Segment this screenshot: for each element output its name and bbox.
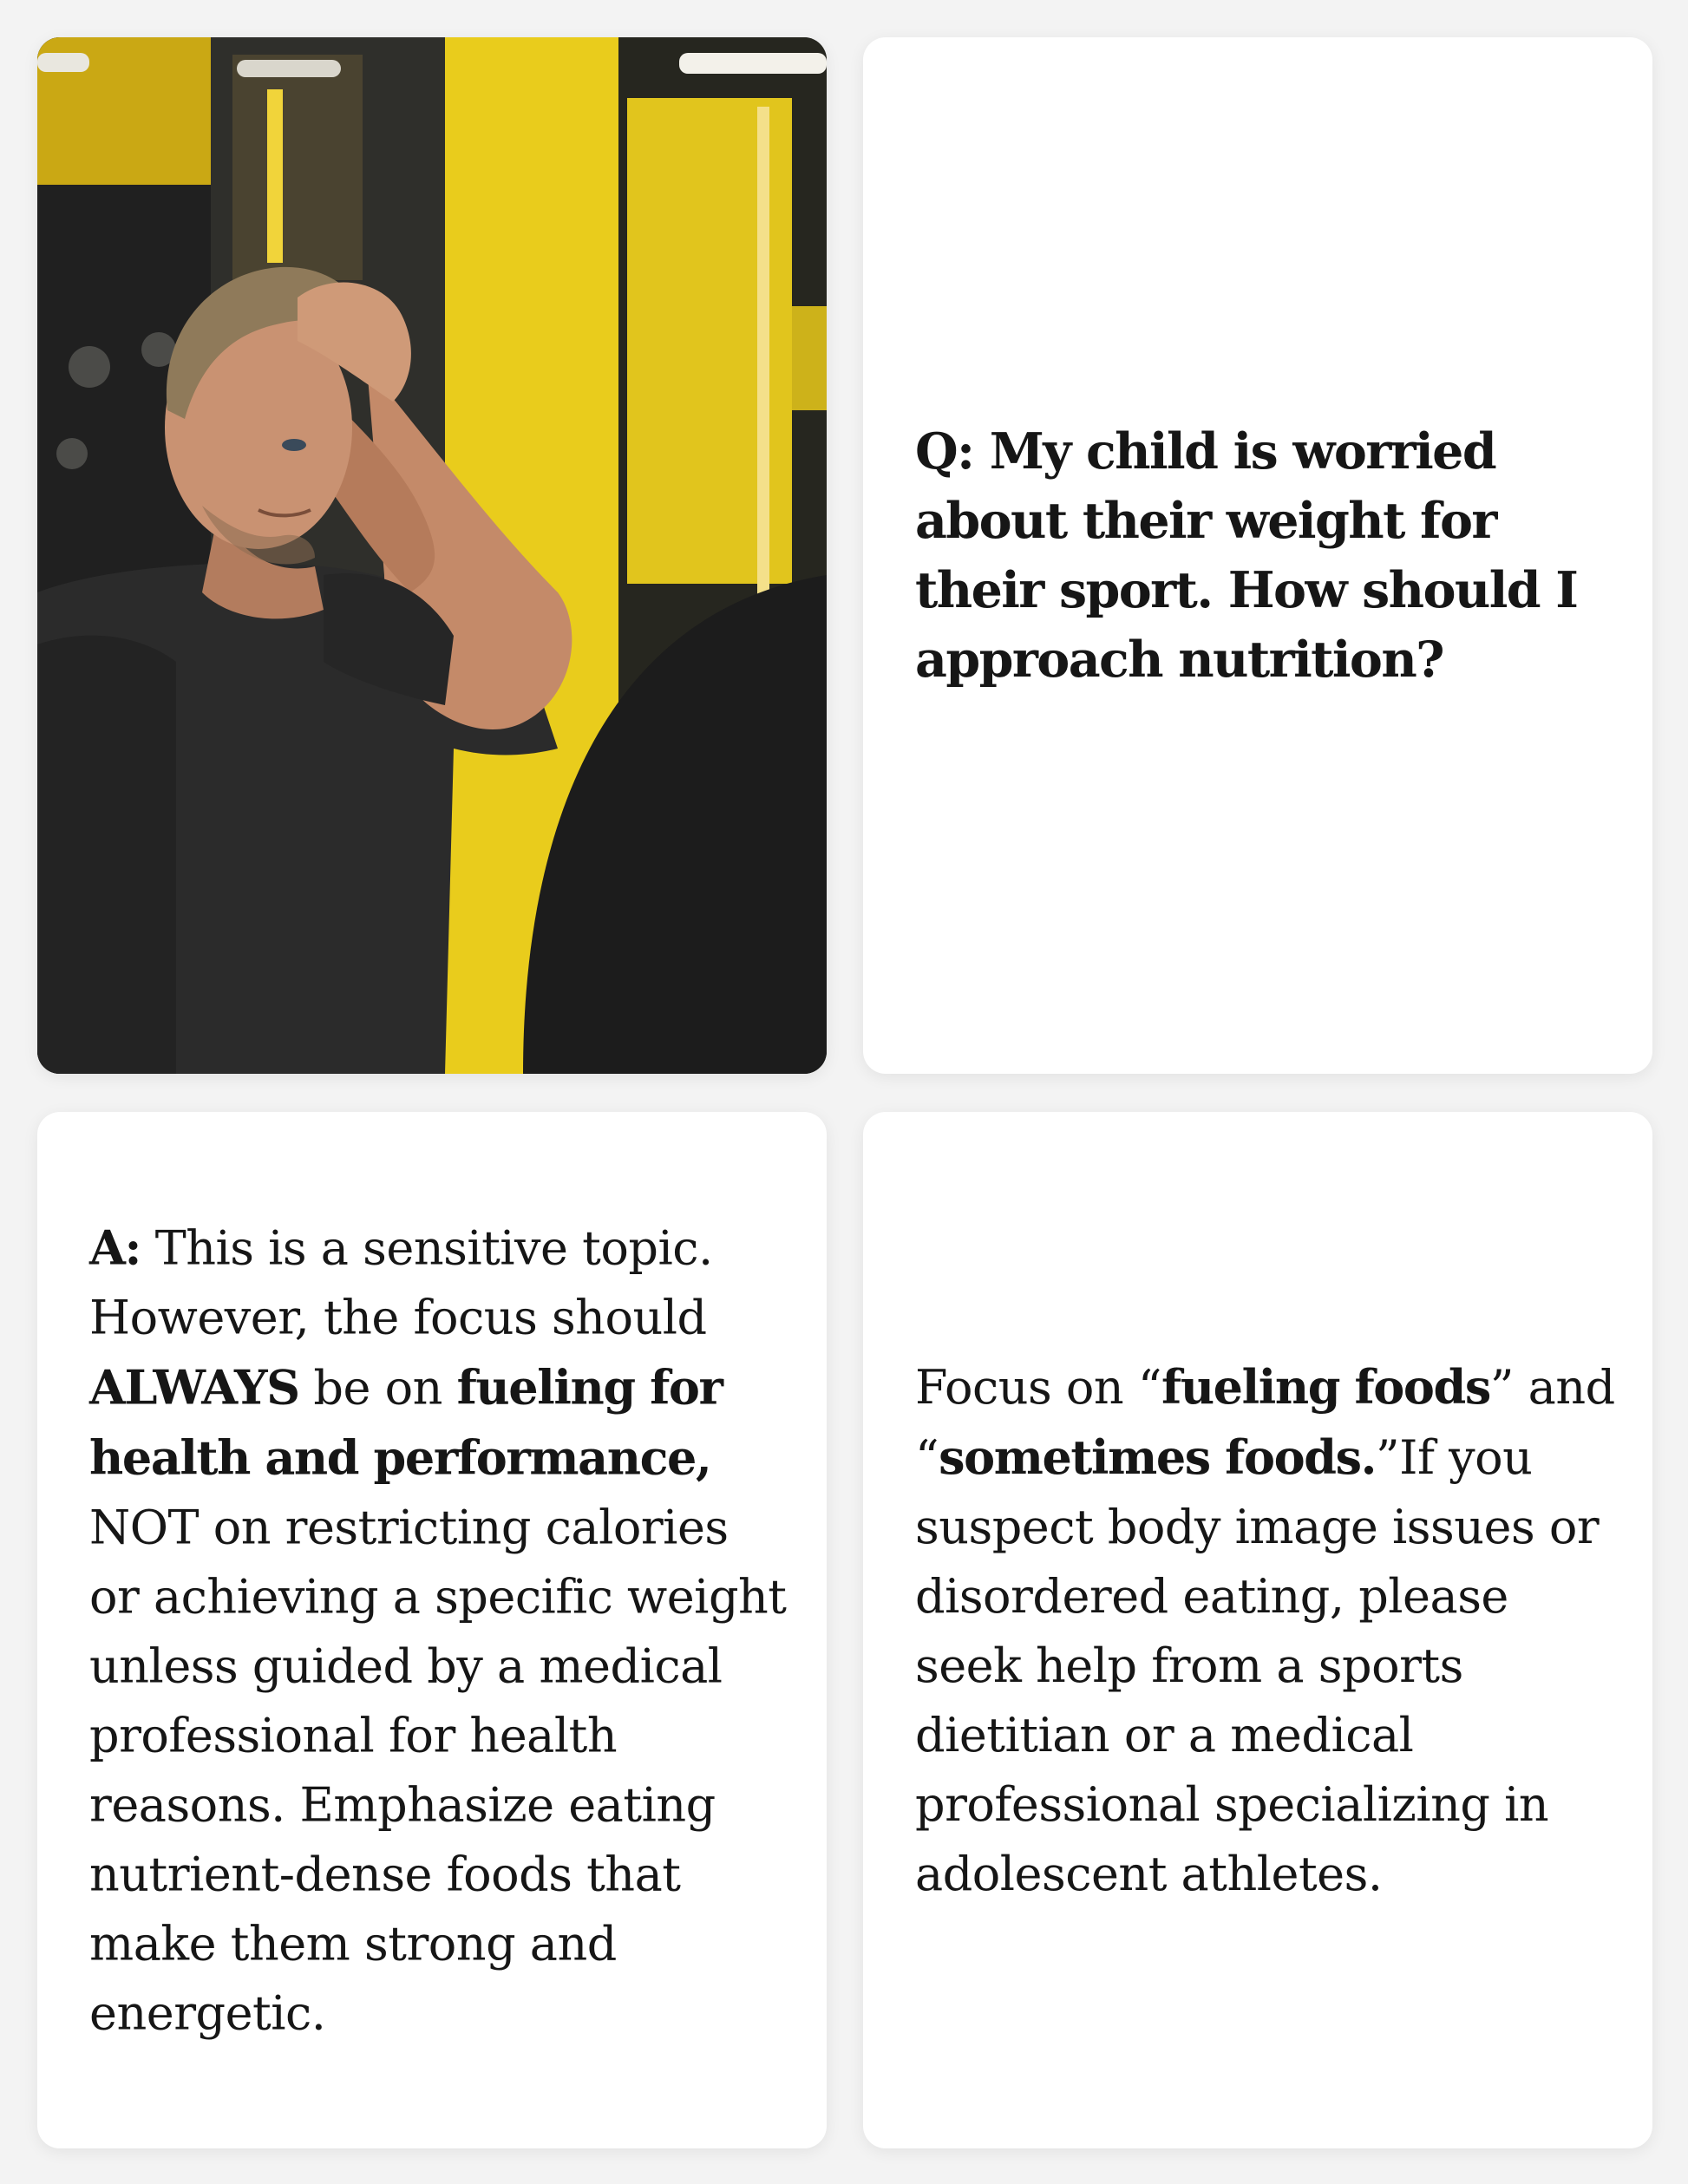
tip-card [863, 1112, 1652, 2148]
answer-card [37, 1112, 827, 2148]
answer-text-3: NOT on restricting calories or achieving a specific weight unless guided by a medical professional for health reasons. Emphasize eating nutrient-dense foods that make them strong and energetic. [89, 1500, 787, 2040]
tip-emphasis-sometimes-foods: sometimes foods. [939, 1429, 1376, 1485]
answer-emphasis-fueling: fueling for health and performance, [89, 1359, 723, 1485]
answer-text-2: be on [313, 1360, 442, 1415]
answer-text [89, 1213, 792, 2048]
answer-emphasis-always: ALWAYS [89, 1359, 299, 1415]
tip-emphasis-fueling-foods: fueling foods [1161, 1358, 1490, 1415]
answer-label: A: [89, 1220, 141, 1275]
tip-text-2: ” and “ [915, 1359, 1615, 1485]
tip-text-3: ”If you suspect body image issues or disordered eating, please seek help from a sports dietitian or a medical professional specializing in adolescent athletes. [915, 1429, 1600, 1901]
question-body: My child is worried about their weight for their sport. How should I approach nutrition? [915, 422, 1578, 689]
question-text [915, 417, 1592, 695]
tip-text [915, 1352, 1618, 1909]
gym-mirror-photo [37, 37, 827, 1074]
question-label: Q: [915, 422, 974, 481]
question-card [863, 37, 1652, 1074]
photo-card [37, 37, 827, 1074]
tip-text-1: Focus on “ [915, 1359, 1161, 1415]
answer-text-1: This is a sensitive topic. However, the focus should [89, 1220, 713, 1344]
